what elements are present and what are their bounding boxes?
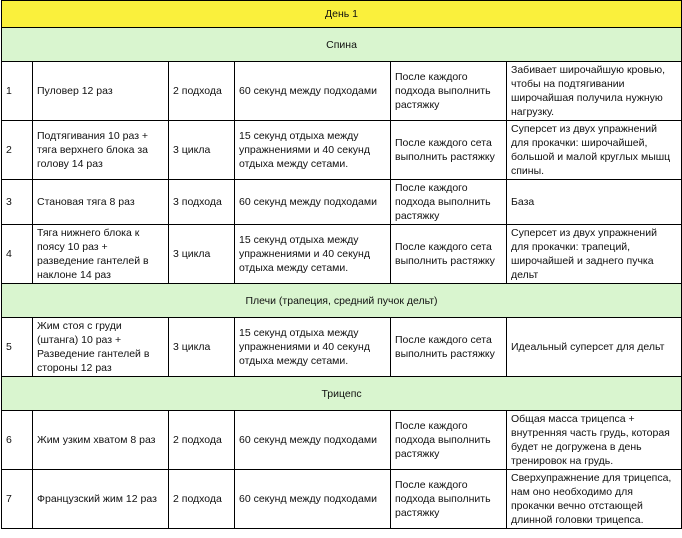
exercise-name: Французский жим 12 раз bbox=[33, 470, 169, 529]
exercise-rest: 15 секунд отдыха между упражнениями и 40 секунд отдыха между сетами. bbox=[235, 318, 391, 377]
exercise-name: Жим стоя с груди (штанга) 10 раз + Разведение гантелей в стороны 12 раз bbox=[33, 318, 169, 377]
exercise-name: Подтягивания 10 раз + тяга верхнего блока за голову 14 раз bbox=[33, 121, 169, 180]
day-header-row bbox=[2, 1, 682, 28]
exercise-rest: 60 секунд между подходами bbox=[235, 411, 391, 470]
exercise-rest: 60 секунд между подходами bbox=[235, 470, 391, 529]
exercise-sets: 3 подхода bbox=[169, 180, 235, 225]
exercise-row bbox=[2, 62, 682, 121]
exercise-sets: 3 цикла bbox=[169, 121, 235, 180]
exercise-sets: 2 подхода bbox=[169, 62, 235, 121]
section-header-row bbox=[2, 28, 682, 62]
exercise-comment: База bbox=[507, 180, 682, 225]
exercise-name: Пуловер 12 раз bbox=[33, 62, 169, 121]
exercise-row bbox=[2, 318, 682, 377]
exercise-rest: 60 секунд между подходами bbox=[235, 62, 391, 121]
exercise-number: 2 bbox=[2, 121, 33, 180]
exercise-rest: 15 секунд отдыха между упражнениями и 40 секунд отдыха между сетами. bbox=[235, 225, 391, 284]
exercise-comment: Суперсет из двух упражнений для прокачки: трапеций, широчайшей и заднего пучка дельт bbox=[507, 225, 682, 284]
section-title: Спина bbox=[2, 28, 682, 62]
exercise-note: После каждого сета выполнить растяжку bbox=[391, 225, 507, 284]
exercise-sets: 3 цикла bbox=[169, 318, 235, 377]
exercise-comment: Общая масса трицепса + внутренняя часть грудь, которая будет не догружена в день тренировок на грудь. bbox=[507, 411, 682, 470]
exercise-note: После каждого подхода выполнить растяжку bbox=[391, 411, 507, 470]
exercise-sets: 3 цикла bbox=[169, 225, 235, 284]
exercise-rest: 60 секунд между подходами bbox=[235, 180, 391, 225]
training-plan-table bbox=[1, 0, 682, 529]
exercise-name: Становая тяга 8 раз bbox=[33, 180, 169, 225]
exercise-comment: Суперсет из двух упражнений для прокачки: широчайшей, большой и малой круглых мышц спины. bbox=[507, 121, 682, 180]
exercise-comment: Идеальный суперсет для дельт bbox=[507, 318, 682, 377]
exercise-number: 5 bbox=[2, 318, 33, 377]
exercise-row bbox=[2, 180, 682, 225]
exercise-row bbox=[2, 121, 682, 180]
exercise-number: 7 bbox=[2, 470, 33, 529]
exercise-sets: 2 подхода bbox=[169, 470, 235, 529]
exercise-number: 1 bbox=[2, 62, 33, 121]
exercise-comment: Забивает широчайшую кровью, чтобы на подтягивании широчайшая получила нужную нагрузку. bbox=[507, 62, 682, 121]
exercise-name: Тяга нижнего блока к поясу 10 раз + разведение гантелей в наклоне 14 раз bbox=[33, 225, 169, 284]
exercise-number: 4 bbox=[2, 225, 33, 284]
exercise-number: 6 bbox=[2, 411, 33, 470]
exercise-note: После каждого подхода выполнить растяжку bbox=[391, 180, 507, 225]
exercise-note: После каждого сета выполнить растяжку bbox=[391, 121, 507, 180]
exercise-comment: Сверхупражнение для трицепса, нам оно необходимо для прокачки вечно отстающей длинной головки трицепса. bbox=[507, 470, 682, 529]
section-header-row bbox=[2, 377, 682, 411]
exercise-note: После каждого подхода выполнить растяжку bbox=[391, 62, 507, 121]
exercise-row bbox=[2, 470, 682, 529]
exercise-note: После каждого подхода выполнить растяжку bbox=[391, 470, 507, 529]
section-header-row bbox=[2, 284, 682, 318]
exercise-row bbox=[2, 411, 682, 470]
section-title: Трицепс bbox=[2, 377, 682, 411]
exercise-rest: 15 секунд отдыха между упражнениями и 40 секунд отдыха между сетами. bbox=[235, 121, 391, 180]
exercise-name: Жим узким хватом 8 раз bbox=[33, 411, 169, 470]
exercise-row bbox=[2, 225, 682, 284]
section-title: Плечи (трапеция, средний пучок дельт) bbox=[2, 284, 682, 318]
exercise-number: 3 bbox=[2, 180, 33, 225]
exercise-note: После каждого сета выполнить растяжку bbox=[391, 318, 507, 377]
exercise-sets: 2 подхода bbox=[169, 411, 235, 470]
day-title: День 1 bbox=[2, 1, 682, 28]
